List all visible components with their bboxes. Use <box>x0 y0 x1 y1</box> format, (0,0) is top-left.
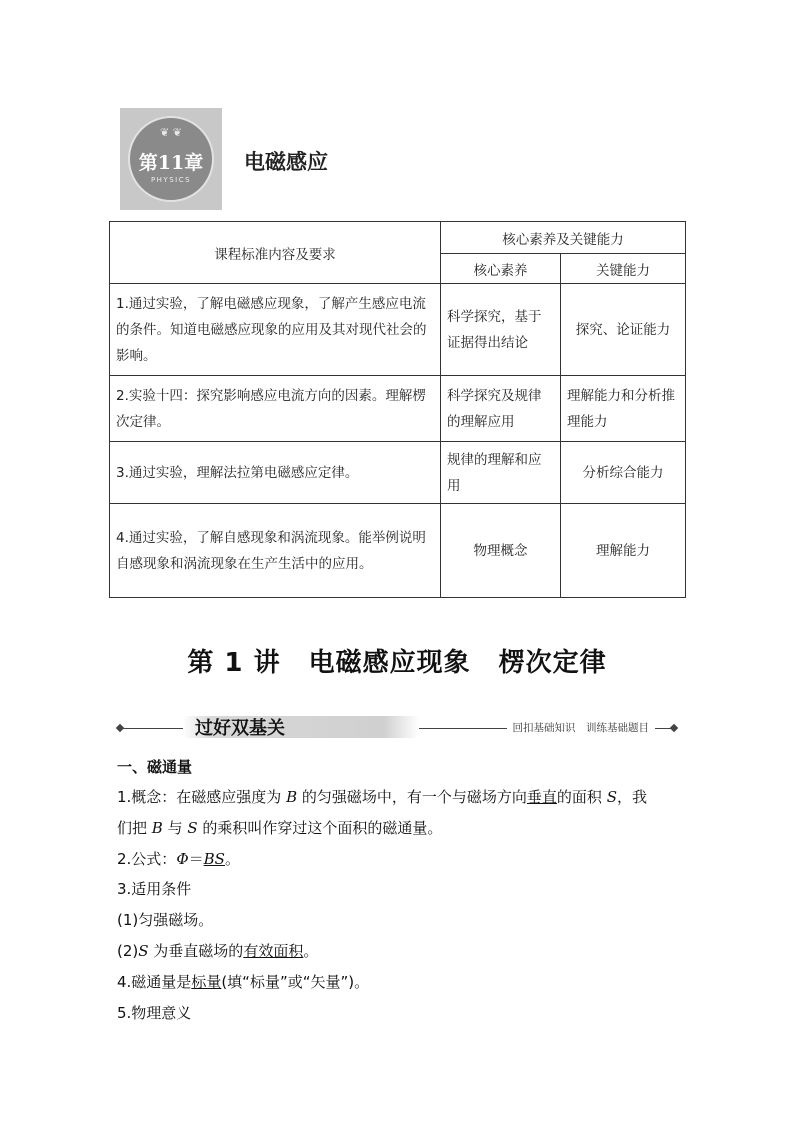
answer-blank: 有效面积 <box>243 942 304 960</box>
table-row <box>110 504 686 598</box>
table-row <box>110 376 686 442</box>
lecture-topic-2: 楞次定律 <box>498 648 607 678</box>
chapter-title: 电磁感应 <box>244 149 328 174</box>
paragraph-line: 5.物理意义 <box>117 1004 192 1022</box>
header-key-ability: 关键能力 <box>561 254 686 284</box>
row-core: 规律的理解和应用 <box>441 442 561 504</box>
text: 。 <box>224 850 240 868</box>
symbol-phi: Φ <box>176 850 189 868</box>
text: 。 <box>303 942 319 960</box>
row-requirement: 2.实验十四：探究影响感应电流方向的因素。理解楞次定律。 <box>110 376 441 442</box>
symbol-s: S <box>187 819 198 837</box>
text: ，我 <box>616 788 647 806</box>
chapter-badge <box>120 108 222 210</box>
symbol-b: B <box>151 819 163 837</box>
row-ability: 探究、论证能力 <box>561 284 686 376</box>
row-requirement: 1.通过实验，了解电磁感应现象，了解产生感应电流的条件。知道电磁感应现象的应用及其对现代社会的影响。 <box>110 284 441 376</box>
section-label: 过好双基关 <box>195 718 285 739</box>
row-core: 物理概念 <box>441 504 561 598</box>
chapter-badge-circle <box>128 116 214 202</box>
section-bar <box>117 714 677 742</box>
row-requirement: 3.通过实验，理解法拉第电磁感应定律。 <box>110 442 441 504</box>
badge-subject: PHYSICS <box>150 176 192 184</box>
lecture-topic-1: 电磁感应现象 <box>308 648 471 678</box>
header-core-literacy: 核心素养 <box>441 254 561 284</box>
lecture-number: 第 1 讲 <box>187 648 281 678</box>
diamond-icon <box>116 724 124 732</box>
diamond-icon <box>670 724 678 732</box>
text: 的匀强磁场中，有一个与磁场方向 <box>297 788 527 806</box>
answer-blank: 标量 <box>191 973 222 991</box>
text: 为垂直磁场的 <box>148 942 244 960</box>
lecture-title <box>0 642 794 679</box>
chapter-number: 第11章 <box>138 152 204 174</box>
paragraph-line: 3.适用条件 <box>117 880 192 898</box>
text: 4.磁通量是 <box>117 973 192 991</box>
answer-blank: BS <box>203 850 225 868</box>
paragraph-line <box>117 818 442 838</box>
row-ability: 理解能力和分析推理能力 <box>561 376 686 442</box>
paragraph-line <box>117 849 240 869</box>
header-literacy-group: 核心素养及关键能力 <box>441 222 686 254</box>
symbol-b: B <box>286 788 298 806</box>
paragraph-line: (1)匀强磁场。 <box>117 911 214 929</box>
text: ＝ <box>188 850 204 868</box>
table-row <box>110 442 686 504</box>
row-core: 科学探究及规律的理解应用 <box>441 376 561 442</box>
row-ability: 理解能力 <box>561 504 686 598</box>
ornament-icon: ❦ ❦ <box>160 126 182 139</box>
paragraph-line <box>117 787 647 807</box>
text: (2) <box>117 942 139 960</box>
section-subtitle: 回扣基础知识 训练基础题目 <box>507 720 656 735</box>
text: 的乘积叫作穿过这个面积的磁通量。 <box>197 819 443 837</box>
paragraph-line <box>117 941 318 961</box>
table-header-row <box>110 222 686 254</box>
header-standards: 课程标准内容及要求 <box>110 222 441 284</box>
row-core: 科学探究，基于证据得出结论 <box>441 284 561 376</box>
text: 的面积 <box>556 788 607 806</box>
symbol-s: S <box>606 788 617 806</box>
text: (填“标量”或“矢量”)。 <box>221 973 370 991</box>
text: 2.公式： <box>117 850 177 868</box>
curriculum-table <box>109 221 686 598</box>
text: 与 <box>162 819 188 837</box>
text: 1.概念：在磁感应强度为 <box>117 788 287 806</box>
table-row <box>110 284 686 376</box>
answer-blank: 垂直 <box>526 788 557 806</box>
section-heading: 一、磁通量 <box>117 758 193 776</box>
row-requirement: 4.通过实验，了解自感现象和涡流现象。能举例说明自感现象和涡流现象在生产生活中的应用。 <box>110 504 441 598</box>
text: 们把 <box>117 819 152 837</box>
row-ability: 分析综合能力 <box>561 442 686 504</box>
paragraph-line <box>117 972 369 992</box>
symbol-s: S <box>138 942 149 960</box>
